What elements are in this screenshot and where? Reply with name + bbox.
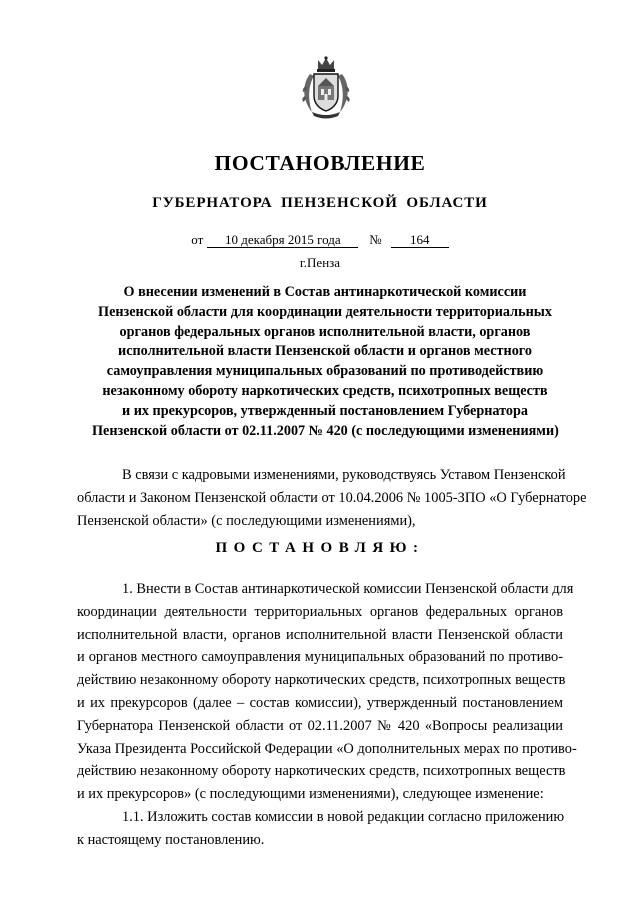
issuer-subtitle: ГУБЕРНАТОРА ПЕНЗЕНСКОЙ ОБЛАСТИ xyxy=(152,195,488,211)
penza-coat-of-arms-icon xyxy=(296,56,356,120)
heading-line: исполнительной власти Пензенской области и органов местного xyxy=(118,343,532,360)
item-1-line: и их прекурсоров» (с последующими изменениями), следующее изменение: xyxy=(77,786,544,802)
heading-line: Пензенской области от 02.11.2007 № 420 (с последующими изменениями) xyxy=(92,422,559,439)
item-1-1-line: к настоящему постановлению. xyxy=(77,832,265,848)
heading-line: самоуправления муниципальных образований по противодействию xyxy=(106,363,544,380)
item-1-line: и их прекурсоров (далее – состав комиссии), утвержденный постановлением xyxy=(77,695,563,711)
heading-line: Пензенской области для координации деятельности территориальных xyxy=(98,303,552,320)
date-number-line xyxy=(0,232,640,248)
preamble-line: В связи с кадровыми изменениями, руководствуясь Уставом Пензенской xyxy=(122,467,566,483)
preamble-line: Пензенской области» (с последующими изменениями), xyxy=(77,513,416,529)
item-1-line: 1. Внести в Состав антинаркотической комиссии Пензенской области для xyxy=(122,581,574,597)
heading-line: и их прекурсоров, утвержденный постановлением Губернатора xyxy=(121,402,528,419)
item-1-line: и органов местного самоуправления муниципальных образований по противо- xyxy=(77,649,563,665)
heading-line: незаконному обороту наркотических средств, психотропных веществ xyxy=(102,382,548,399)
number-sign: № xyxy=(369,232,382,247)
item-1-line: действию незаконному обороту наркотических средств, психотропных веществ xyxy=(77,763,566,779)
document-date: 10 декабря 2015 года xyxy=(207,232,358,248)
city-label: г.Пенза xyxy=(299,255,341,270)
item-1-1-line: 1.1. Изложить состав комиссии в новой редакции согласно приложению xyxy=(122,809,565,825)
item-1-line: исполнительной власти, органов исполнительной власти Пензенской области xyxy=(77,627,563,643)
heading-line: органов федеральных органов исполнительной власти, органов xyxy=(119,323,531,340)
heading-line: О внесении изменений в Состав антинаркотической комиссии xyxy=(123,284,527,300)
document-heading xyxy=(92,283,558,441)
date-prefix: от xyxy=(191,232,204,247)
document-number: 164 xyxy=(391,232,449,248)
document-title: ПОСТАНОВЛЕНИЕ xyxy=(214,151,426,175)
item-1-line: Указа Президента Российской Федерации «О дополнительных мерах по противо- xyxy=(77,741,577,757)
item-1-line: действию незаконному обороту наркотических средств, психотропных веществ xyxy=(77,672,566,688)
resolve-heading: ПОСТАНОВЛЯЮ: xyxy=(215,540,425,556)
item-1-line: координации деятельности территориальных органов федеральных органов xyxy=(77,604,563,620)
item-1-line: Губернатора Пензенской области от 02.11.2007 № 420 «Вопросы реализации xyxy=(77,718,563,734)
preamble-line: области и Законом Пензенской области от 10.04.2006 № 1005-ЗПО «О Губернаторе xyxy=(77,490,587,506)
